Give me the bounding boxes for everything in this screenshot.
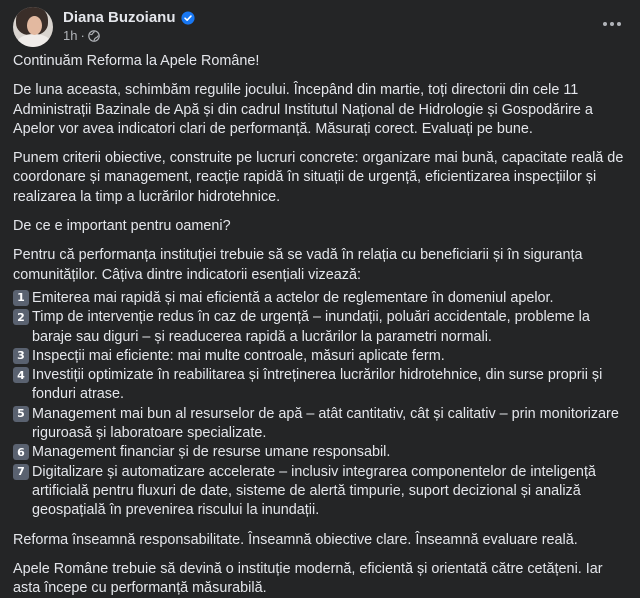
list-item-text: Emiterea mai rapidă și mai eficientă a actelor de reglementare în domeniul apelor. <box>32 289 554 306</box>
post-paragraph-4: Reforma înseamnă responsabilitate. Înseamnă obiective clare. Înseamnă evaluare reală. <box>13 531 578 548</box>
post-paragraph-3: Pentru că performanța instituției trebuie să se vadă în relația cu beneficiarii și în siguranța comunităților. Câțiva dintre indicatorii esențiali vizează: <box>13 247 583 283</box>
separator-dot: · <box>80 28 85 43</box>
author-meta <box>63 8 195 44</box>
list-item <box>13 463 628 521</box>
list-item-text: Management financiar și de resurse umane responsabil. <box>32 444 391 461</box>
list-item-text: Timp de intervenție redus în caz de urgență – inundații, poluări accidentale, probleme la baraje sau diguri – și readucerea rapidă a lucrărilor la parametri normali. <box>32 309 590 345</box>
keycap-7-icon: 7 <box>13 464 29 480</box>
keycap-3-icon: 3 <box>13 348 29 364</box>
keycap-6-icon: 6 <box>13 444 29 460</box>
keycap-5-icon: 5 <box>13 406 29 422</box>
post-body <box>13 52 628 598</box>
keycap-1-icon: 1 <box>13 290 29 306</box>
list-item <box>13 405 628 444</box>
post-question: De ce e important pentru oameni? <box>13 218 231 235</box>
globe-icon <box>88 30 100 42</box>
list-item <box>13 366 628 405</box>
list-item <box>13 443 628 462</box>
post-header <box>13 0 628 52</box>
author-name[interactable]: Diana Buzoianu <box>63 9 176 26</box>
post-time-row <box>63 28 195 44</box>
list-item-text: Digitalizare și automatizare accelerate – inclusiv integrarea componentelor de inteligență artificială pentru fluxuri de date, sisteme de alertă timpurie, suport decizional și analiză geospațială în prevenirea riscului la inundații. <box>32 463 596 519</box>
keycap-2-icon: 2 <box>13 309 29 325</box>
list-item <box>13 308 628 347</box>
avatar[interactable] <box>13 7 53 47</box>
post-timestamp[interactable]: 1h <box>63 28 78 43</box>
more-options-icon <box>602 21 622 27</box>
more-options-button[interactable] <box>598 10 626 38</box>
keycap-4-icon: 4 <box>13 367 29 383</box>
list-item-text: Investiții optimizate în reabilitarea și întreținerea lucrărilor hidrotehnice, din surse proprii și fonduri atrase. <box>32 367 603 403</box>
list-item-text: Management mai bun al resurselor de apă – atât cantitativ, cât și calitativ – prin monitorizare riguroasă și laboratoare specializate. <box>32 405 619 442</box>
author-row <box>63 8 195 27</box>
list-item <box>13 289 628 308</box>
list-item-text: Inspecții mai eficiente: mai multe controale, măsuri aplicate ferm. <box>32 347 445 364</box>
list-item <box>13 347 628 366</box>
verified-badge-icon <box>181 11 195 25</box>
indicator-list <box>13 289 628 521</box>
post-paragraph-1: De luna aceasta, schimbăm regulile jocului. Începând din martie, toți directorii din cele 11 Administrații Bazinale de Apă și din cadrul Institutul Național de Hidrologie și Gospodărire a Apelor vor avea indicatori clari de performanță. Măsurați corect. Evaluați pe bune. <box>13 82 593 137</box>
post-intro: Continuăm Reforma la Apele Române! <box>13 53 260 69</box>
post-paragraph-5: Apele Române trebuie să devină o instituție modernă, eficientă și orientată către cetățeni. Iar asta începe cu performanță măsurabilă. <box>13 560 603 597</box>
post-paragraph-2: Punem criterii obiective, construite pe lucruri concrete: organizare mai bună, capacitate reală de coordonare și management, reacție rapidă în situații de urgență, eficientizarea inspecțiilor și realizarea la timp a lucrărilor hidrotehnice. <box>13 150 624 205</box>
